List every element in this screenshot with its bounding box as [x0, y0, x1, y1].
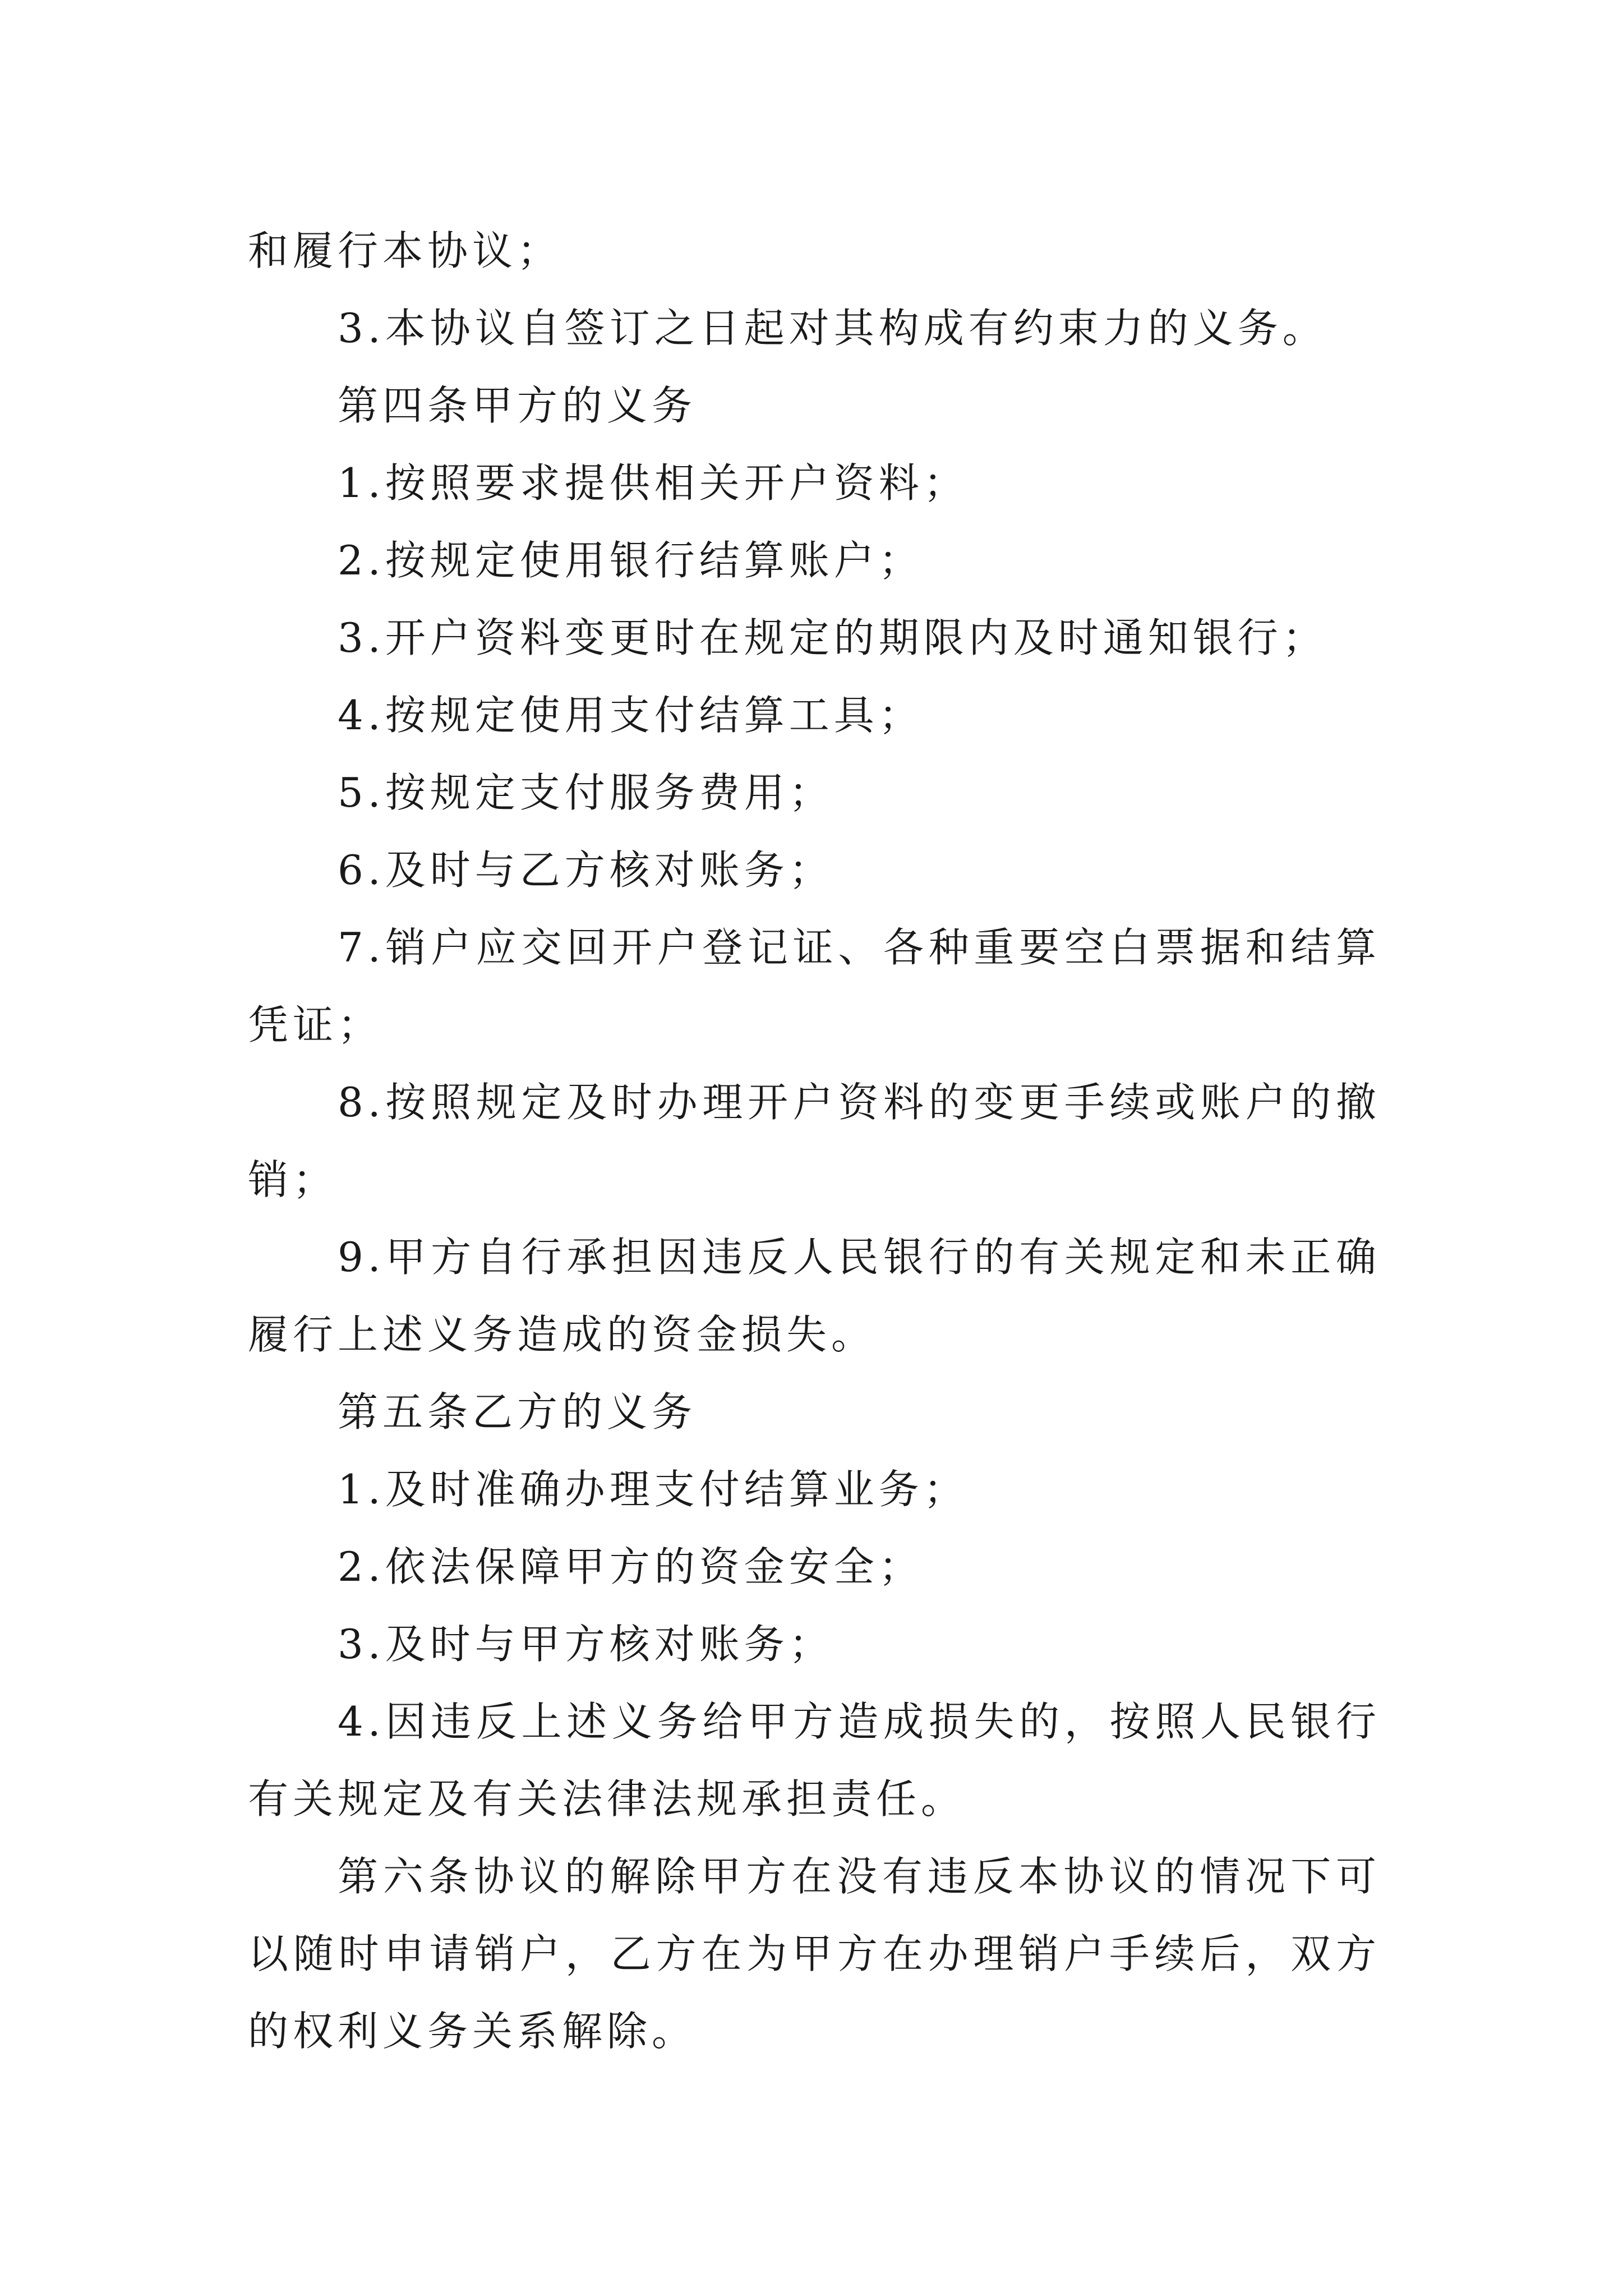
section-heading: 第五条乙方的义务 [338, 1388, 697, 1435]
list-item: 6.及时与乙方核对账务； [338, 846, 834, 894]
list-item: 9.甲方自行承担因违反人民银行的有关规定和未正确履行上述义务造成的资金损失。 [248, 1234, 1381, 1358]
section-paragraph: 第六条协议的解除甲方在没有违反本协议的情况下可以随时申请销户，乙方在为甲方在办理销户手续后，双方的权利义务关系解除。 [248, 1853, 1381, 2055]
list-item: 3.开户资料变更时在规定的期限内及时通知银行； [338, 614, 1327, 661]
list-item: 4.按规定使用支付结算工具； [338, 692, 924, 739]
list-item: 4.因违反上述义务给甲方造成损失的，按照人民银行有关规定及有关法律法规承担责任。 [248, 1698, 1381, 1823]
list-item: 8.按照规定及时办理开户资料的变更手续或账户的撤销； [248, 1079, 1381, 1203]
list-item: 1.及时准确办理支付结算业务； [338, 1466, 969, 1513]
list-item: 2.按规定使用银行结算账户； [338, 537, 924, 584]
list-item: 3.及时与甲方核对账务； [338, 1621, 834, 1668]
list-item: 2.依法保障甲方的资金安全； [338, 1543, 924, 1590]
section-heading: 第四条甲方的义务 [338, 382, 697, 429]
document-body [248, 212, 1381, 2070]
paragraph: 和履行本协议； [248, 227, 562, 274]
list-item: 5.按规定支付服务费用； [338, 769, 834, 816]
list-item: 7.销户应交回开户登记证、各种重要空白票据和结算凭证； [248, 924, 1381, 1048]
paragraph: 3.本协议自签订之日起对其构成有约束力的义务。 [338, 305, 1327, 352]
list-item: 1.按照要求提供相关开户资料； [338, 459, 969, 507]
